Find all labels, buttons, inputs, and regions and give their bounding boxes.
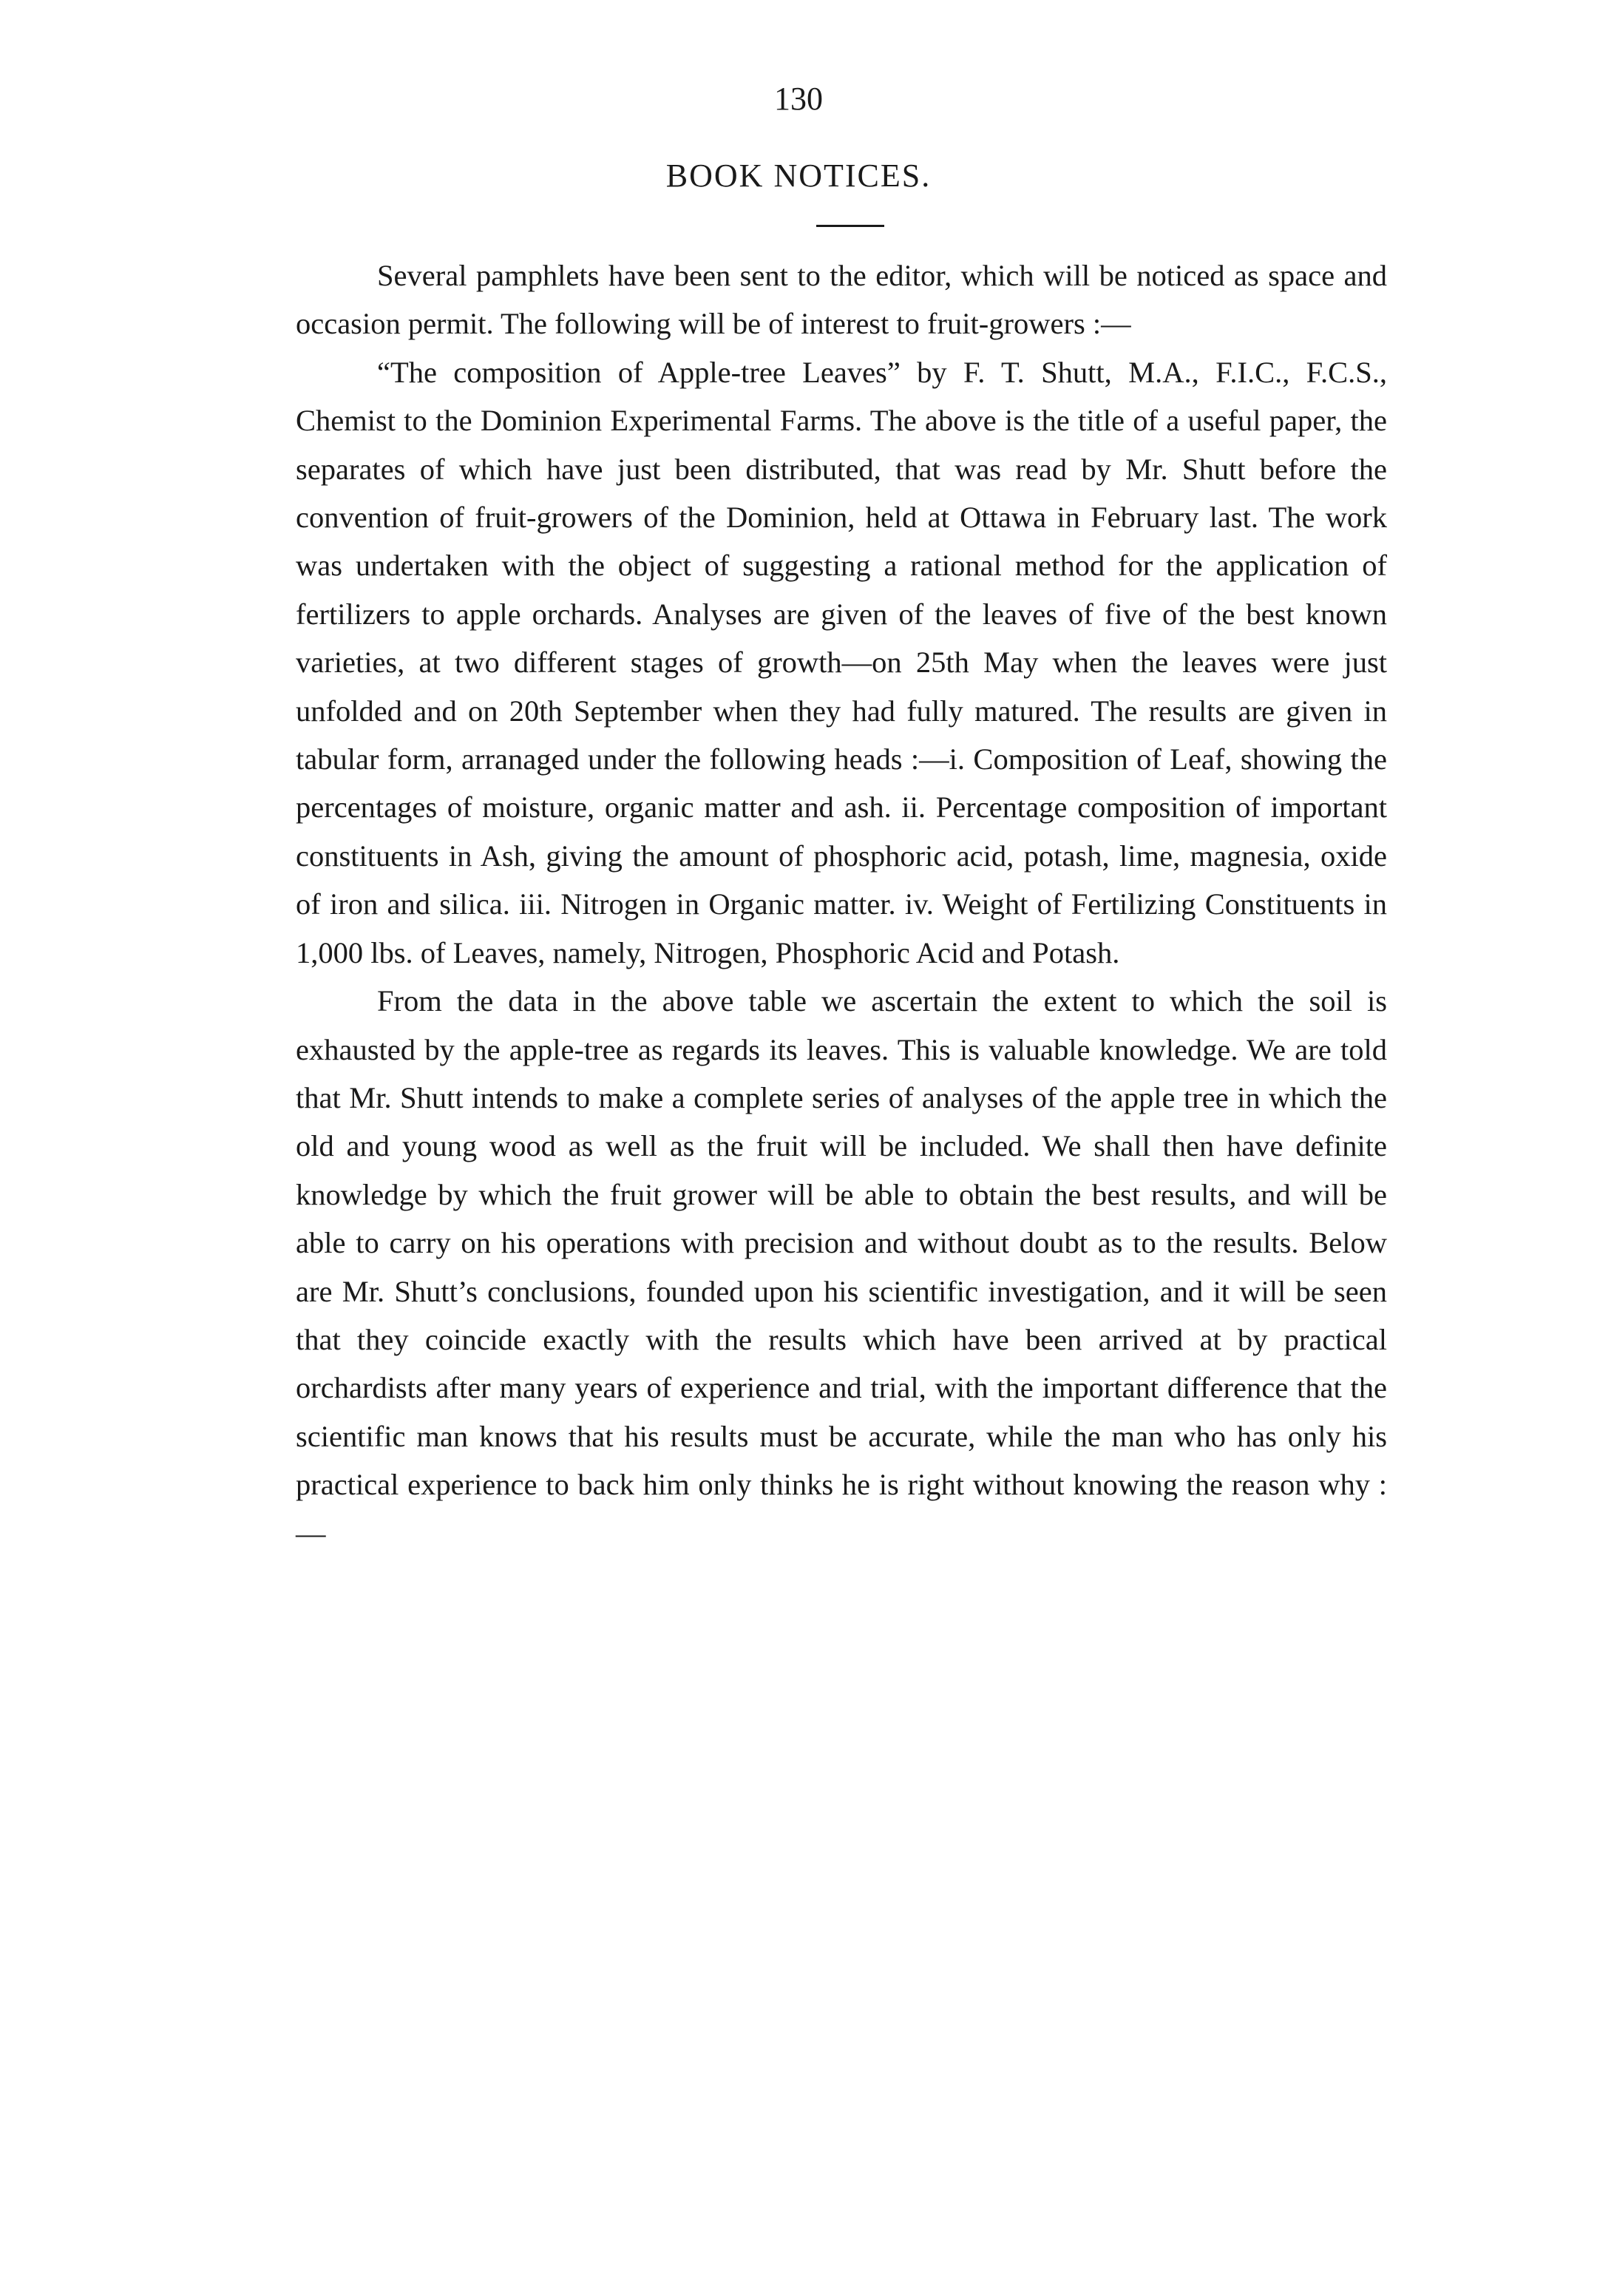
page-number: 130	[774, 81, 823, 117]
paragraph-apple-tree-leaves: “The composition of Apple-tree Leaves” by F. T. Shutt, M.A., F.I.C., F.C.S., Chemist to the Dominion Experimental Farms. The above is the title of a useful paper, the separates of which have just been distributed, that was read by Mr. Shutt before the convention of fruit-growers of the Dominion, held at Ottawa in February last. The work was undertaken with the object of suggesting a rational method for the application of fertilizers to apple orchards. Analyses are given of the leaves of five of the best known varieties, at two different stages of growth—on 25th May when the leaves were just unfolded and on 20th September when they had fully matured. The results are given in tabular form, arranaged under the following heads :—i. Composition of Leaf, showing the percentages of moisture, organic matter and ash. ii. Percentage composition of important constituents in Ash, giving the amount of phosphoric acid, potash, lime, magnesia, oxide of iron and silica. iii. Nitrogen in Organic matter. iv. Weight of Fertilizing Constituents in 1,000 lbs. of Leaves, namely, Nitrogen, Phosphoric Acid and Potash.	[296, 355, 1387, 969]
paragraph-intro: Several pamphlets have been sent to the editor, which will be noticed as space and occasion permit. The following will be of interest to fruit-growers :—	[296, 259, 1387, 341]
section-title: BOOK NOTICES.	[665, 158, 932, 194]
body-text	[296, 251, 1387, 1557]
paragraph-data-analysis: From the data in the above table we ascertain the extent to which the soil is exhausted by the apple-tree as regards its leaves. This is valuable knowledge. We are told that Mr. Shutt intends to make a complete series of analyses of the apple tree in which the old and young wood as well as the fruit will be included. We shall then have definite knowledge by which the fruit grower will be able to obtain the best results, and will be able to carry on his operations with precision and without doubt as to the results. Below are Mr. Shutt’s conclusions, founded upon his scientific investigation, and it will be seen that they coincide exactly with the results which have been arrived at by practical orchardists after many years of experience and trial, with the important difference that the scientific man knows that his results must be accurate, while the man who has only his practical experience to back him only thinks he is right without knowing the reason why :—	[296, 984, 1387, 1550]
title-divider	[816, 225, 884, 227]
